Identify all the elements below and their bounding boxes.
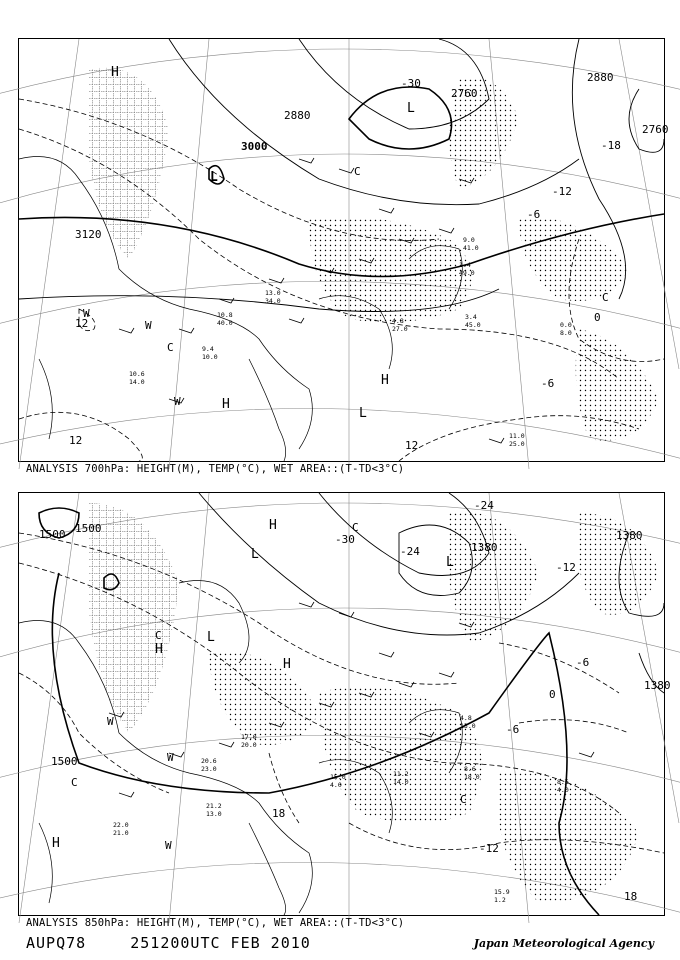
station-plot: 3.4 45.0 <box>465 313 481 329</box>
height-label: 2760 <box>451 87 478 100</box>
warm-center: W <box>107 715 114 728</box>
high-pressure-center: H <box>52 836 60 851</box>
map-panel-850hpa <box>18 492 671 916</box>
warm-center: W <box>165 839 172 852</box>
height-label: 1500 <box>39 528 66 541</box>
warm-center: W <box>145 319 152 332</box>
station-plot: 1.4 49.0 <box>459 261 475 277</box>
temp-label: -18 <box>601 139 621 152</box>
height-label: 2880 <box>284 109 311 122</box>
agency-name: Japan Meteorological Agency <box>473 937 654 950</box>
height-label: 1380 <box>644 679 671 692</box>
station-plot: 22.0 21.0 <box>113 821 129 837</box>
station-plot: 21.2 13.0 <box>206 802 222 818</box>
high-pressure-center: H <box>283 657 291 672</box>
station-plot: 10.8 40.0 <box>217 311 233 327</box>
cold-center: C <box>167 341 174 354</box>
cold-center: C <box>354 165 361 178</box>
station-plot: 13.0 34.0 <box>265 289 281 305</box>
temp-label: -6 <box>506 723 520 736</box>
station-plot: 9.4 10.0 <box>202 345 218 361</box>
low-pressure-center: L <box>359 406 367 421</box>
temp-label: 12 <box>75 317 89 330</box>
height-label: 2760 <box>642 123 669 136</box>
temp-label: -6 <box>527 208 541 221</box>
temp-label: -24 <box>474 499 494 512</box>
high-pressure-center: H <box>222 397 230 412</box>
map-panel-700hpa <box>18 38 669 462</box>
temp-label: -24 <box>400 545 420 558</box>
low-pressure-center: L <box>207 630 215 645</box>
temp-label: 0 <box>594 311 601 324</box>
temp-label: 0 <box>549 688 556 701</box>
wet-area <box>89 68 659 441</box>
map-850hpa-svg <box>19 493 664 915</box>
high-pressure-center: H <box>111 65 119 80</box>
high-pressure-center: H <box>155 642 163 657</box>
cold-center: C <box>71 776 78 789</box>
temp-label: 18 <box>624 890 638 903</box>
low-pressure-center: L <box>407 101 415 116</box>
temp-label: 18 <box>272 807 286 820</box>
map-700hpa-svg <box>19 39 664 461</box>
height-label: 1380 <box>616 529 643 542</box>
station-plot: 15.9 1.2 <box>494 888 510 904</box>
high-pressure-center: H <box>381 373 389 388</box>
cold-center: C <box>352 521 359 534</box>
chart-code: AUPQ78 <box>26 934 87 952</box>
cold-center: C <box>155 629 162 642</box>
height-label: 3120 <box>75 228 102 241</box>
height-label: 3000 <box>241 140 268 153</box>
station-plot: 8.6 4.0 <box>557 778 569 794</box>
station-plot: 15.0 4.0 <box>330 773 346 789</box>
low-pressure-center: L <box>251 547 259 562</box>
panel-caption-700hpa: ANALYSIS 700hPa: HEIGHT(M), TEMP(°C), WET AREA::(T-TD<3°C) <box>26 463 405 475</box>
temp-label: -30 <box>335 533 355 546</box>
temp-label: 12 <box>405 439 419 452</box>
panel-caption-850hpa: ANALYSIS 850hPa: HEIGHT(M), TEMP(°C), WET AREA::(T-TD<3°C) <box>26 917 405 929</box>
station-plot: 20.6 23.0 <box>201 757 217 773</box>
station-plot: 4.8 27.0 <box>392 317 408 333</box>
station-plot: 17.0 20.0 <box>241 733 257 749</box>
temp-label: -6 <box>576 656 590 669</box>
height-label: 1500 <box>51 755 78 768</box>
height-label: 2880 <box>587 71 614 84</box>
temp-label: -12 <box>479 842 499 855</box>
cold-center: C <box>460 793 467 806</box>
temp-label: -30 <box>401 77 421 90</box>
low-pressure-center: L <box>446 555 454 570</box>
chart-footer <box>26 934 311 952</box>
temp-label: 12 <box>69 434 83 447</box>
station-plot: 11.0 25.0 <box>509 432 525 448</box>
temp-label: -6 <box>541 377 555 390</box>
cold-center: C <box>602 291 609 304</box>
station-plot: 10.6 14.0 <box>129 370 145 386</box>
warm-center: W <box>174 395 181 408</box>
station-plot: 4.8 13.0 <box>460 714 476 730</box>
station-plot: 0.0 8.0 <box>560 321 572 337</box>
height-label: 1380 <box>471 541 498 554</box>
station-plot: 8.6 18.0 <box>464 765 480 781</box>
warm-center: W <box>83 307 90 320</box>
high-pressure-center: H <box>269 518 277 533</box>
low-pressure-center: L <box>210 170 218 185</box>
station-plot: 9.0 41.0 <box>463 236 479 252</box>
height-label: 1500 <box>75 522 102 535</box>
temp-label: -12 <box>552 185 572 198</box>
station-plot: 11.2 14.0 <box>393 770 409 786</box>
temp-label: -12 <box>556 561 576 574</box>
warm-center: W <box>167 751 174 764</box>
valid-time: 251200UTC FEB 2010 <box>130 934 311 952</box>
